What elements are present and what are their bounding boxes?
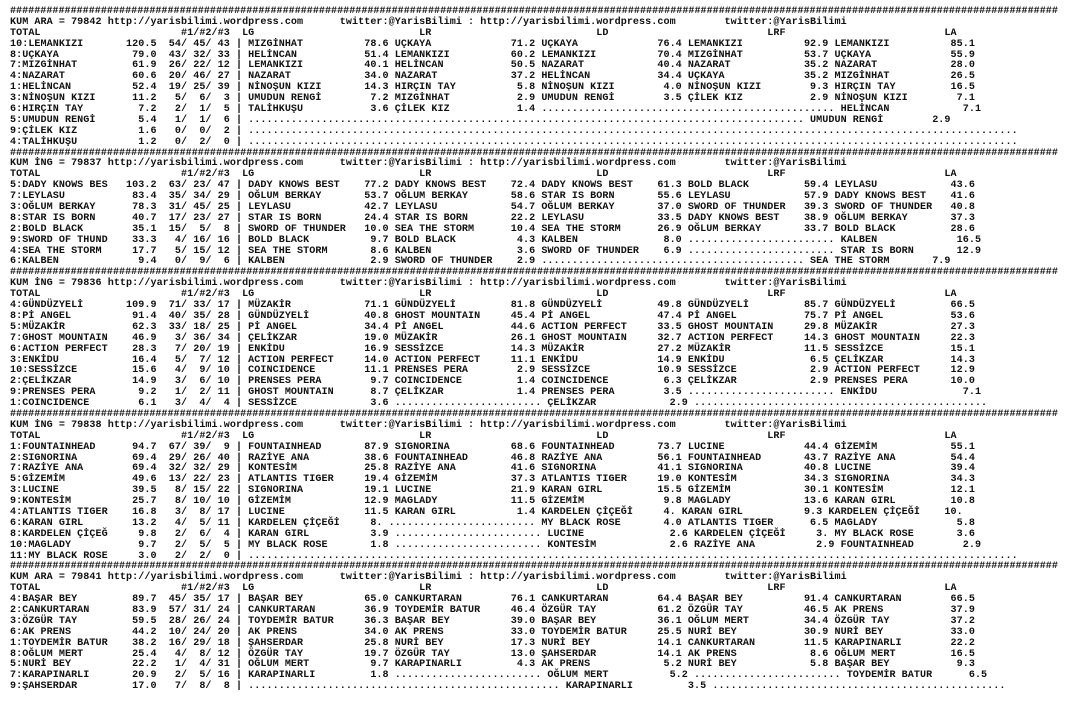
separator-line: #############################################################################################################################################################################	[10, 147, 1058, 159]
table-row: 4:ATLANTIS TIGER 16.8 3/ 8/ 17 | LUCINE 11.5 KARAN GIRL 1.4 KARDELEN ÇİÇEĞİ 4. KARAN GIRL 9.3 KARDELEN ÇİÇEĞİ 10.	[10, 506, 963, 518]
table-row: 3:ENKİDU 16.4 5/ 7/ 12 | ACTION PERFECT 14.0 ACTION PERFECT 11.1 ENKİDU 14.9 ENKİDU 6.5 ÇELİKZAR 14.3	[10, 354, 975, 366]
table-row: 1:FOUNTAINHEAD 94.7 67/ 39/ 9 | FOUNTAINHEAD 87.9 SIGNORINA 68.6 FOUNTAINHEAD 73.7 LUCINE 44.4 GİZEMİM 55.1	[10, 441, 975, 453]
table-row: 5:DADY KNOWS BES 103.2 63/ 23/ 47 | DADY KNOWS BEST 77.2 DADY KNOWS BEST 72.4 DADY KNOWS BEST 61.3 BOLD BLACK 59.4 LEYLASU 43.6	[10, 180, 975, 192]
table-row: 10:SESSİZCE 15.6 4/ 9/ 10 | COINCIDENCE 11.1 PRENSES PERA 2.9 SESSİZCE 10.9 SESSİZCE 2.9 ACTION PERFECT 12.9	[10, 365, 975, 377]
table-row: 8:UÇKAYA 79.0 43/ 32/ 33 | HELİNCAN 51.4 LEMANKIZI 60.2 LEMANKIZI 70.4 MIZGİNHAT 53.7 UÇKAYA 55.9	[10, 49, 975, 61]
table-row: 9:ÇİLEK KIZ 1.6 0/ 0/ 2 | ..............................................................................................................................	[10, 125, 1018, 137]
table-row: 11:MY BLACK ROSE 3.0 2/ 2/ 0 | ..............................................................................................................................	[10, 550, 1018, 562]
table-row: 4:NAZARAT 60.6 20/ 46/ 27 | NAZARAT 34.0 NAZARAT 37.2 HELİNCAN 34.4 UÇKAYA 35.2 MIZGİNHAT 26.5	[10, 71, 975, 83]
table-row: 9:ŞAHSERDAR 17.0 7/ 8/ 8 | ................................................... KARAPINARLI 3.5 ................................................	[10, 681, 1006, 693]
table-row: 1:HELİNCAN 52.4 19/ 25/ 39 | NİNOŞUN KIZI 14.3 HIRÇIN TAY 5.8 NİNOŞUN KIZI 4.0 NİNOŞUN KIZI 9.3 HIRÇIN TAY 16.5	[10, 82, 975, 94]
column-header: TOTAL #1/#2/#3 LG LR LD LRF LA	[10, 289, 957, 301]
table-row: 9:SWORD OF THUND 33.3 4/ 16/ 16 | BOLD BLACK 9.7 BOLD BLACK 4.3 KALBEN 8.0 ........................ KALBEN 16.5	[10, 234, 982, 246]
table-row: 6:AK PRENS 44.2 10/ 24/ 20 | AK PRENS 34.0 AK PRENS 33.0 TOYDEMİR BATUR 25.5 NURİ BEY 30.9 NURİ BEY 33.0	[10, 626, 975, 638]
separator-line: #############################################################################################################################################################################	[10, 408, 1058, 420]
separator-line: #############################################################################################################################################################################	[10, 6, 1058, 17]
table-row: 1:COINCIDENCE 6.1 3/ 4/ 4 | SESSİZCE 3.6 ........................ ÇELİKZAR 2.9 ................................................	[10, 398, 988, 410]
column-header: TOTAL #1/#2/#3 LG LR LD LRF LA	[10, 169, 957, 181]
table-row: 5:GİZEMİM 49.6 13/ 22/ 23 | ATLANTIS TIGER 19.4 GİZEMİM 37.3 ATLANTIS TIGER 19.0 KONTESİM 34.3 SIGNORINA 34.3	[10, 474, 975, 486]
table-row: 7:GHOST MOUNTAIN 46.9 3/ 36/ 34 | ÇELİKZAR 19.0 MÜZAKİR 26.1 GHOST MOUNTAIN 32.7 ACTION PERFECT 14.3 GHOST MOUNTAIN 22.3	[10, 332, 975, 344]
table-row: 8:OĞLUM MERT 25.4 4/ 8/ 12 | ÖZGÜR TAY 19.7 ÖZGÜR TAY 13.0 ŞAHSERDAR 14.1 AK PRENS 8.6 OĞLUM MERT 16.5	[10, 648, 975, 660]
race-header: KUM ARA = 79841 http://yarisbilimi.wordpress.com twitter:@YarisBilimi : http://yarisbilimi.wordpress.com twitter:@YarisBilimi	[10, 572, 847, 584]
race-header: KUM ARA = 79842 http://yarisbilimi.wordpress.com twitter:@YarisBilimi : http://yarisbilimi.wordpress.com twitter:@YarisBilimi	[10, 16, 847, 28]
table-row: 6:ACTION PERFECT 28.3 7/ 20/ 19 | ENKİDU 16.9 SESSİZCE 14.3 MÜZAKİR 27.2 MÜZAKİR 11.5 SESSİZCE 15.1	[10, 343, 975, 355]
table-row: 8:Pİ ANGEL 91.4 40/ 35/ 28 | GÜNDÜZYELİ 40.8 GHOST MOUNTAIN 45.4 Pİ ANGEL 47.4 Pİ ANGEL 75.7 Pİ ANGEL 53.6	[10, 310, 975, 322]
table-row: 4:BAŞAR BEY 89.7 45/ 35/ 17 | BAŞAR BEY 65.0 CANKURTARAN 76.1 CANKURTARAN 64.4 BAŞAR BEY 91.4 CANKURTARAN 66.5	[10, 594, 975, 606]
table-row: 2:ÇELİKZAR 14.9 3/ 6/ 10 | PRENSES PERA 9.7 COINCIDENCE 1.4 COINCIDENCE 6.3 ÇELİKZAR 2.9 PRENSES PERA 10.0	[10, 376, 975, 388]
table-row: 8:KARDELEN ÇİÇEĞ 9.8 2/ 6/ 4 | KARAN GIRL 3.9 ........................ LUCINE 2.6 KARDELEN ÇİÇEĞİ 3. MY BLACK ROSE 3.6	[10, 528, 975, 540]
table-row: 4:TALİHKUŞU 1.2 0/ 2/ 0 | ..............................................................................................................................	[10, 136, 1018, 148]
table-row: 4:GÜNDÜZYELİ 109.9 71/ 33/ 17 | MÜZAKİR 71.1 GÜNDÜZYELİ 81.8 GÜNDÜZYELİ 49.8 GÜNDÜZYELİ 85.7 GÜNDÜZYELİ 66.5	[10, 300, 975, 312]
table-row: 5:MÜZAKİR 62.3 33/ 18/ 25 | Pİ ANGEL 34.4 Pİ ANGEL 44.6 ACTION PERFECT 33.5 GHOST MOUNTAIN 29.8 MÜZAKİR 27.3	[10, 321, 975, 333]
table-row: 3:LUCINE 39.5 8/ 15/ 22 | SIGNORINA 19.1 LUCINE 21.9 KARAN GIRL 15.5 GİZEMİM 30.1 KONTESİM 12.1	[10, 485, 975, 497]
column-header: TOTAL #1/#2/#3 LG LR LD LRF LA	[10, 583, 957, 595]
table-row: 10:LEMANKIZI 120.5 54/ 45/ 43 | MIZGİNHAT 78.6 UÇKAYA 71.2 UÇKAYA 76.4 LEMANKIZI 92.9 LEMANKIZI 85.1	[10, 38, 975, 50]
table-row: 7:MIZGİNHAT 61.9 26/ 22/ 12 | LEMANKIZI 40.1 HELİNCAN 50.5 NAZARAT 40.4 NAZARAT 35.2 NAZARAT 28.0	[10, 60, 975, 72]
table-row: 2:SIGNORINA 69.4 29/ 26/ 40 | RAZİYE ANA 38.6 FOUNTAINHEAD 46.8 RAZİYE ANA 56.1 FOUNTAINHEAD 43.7 RAZİYE ANA 54.4	[10, 452, 975, 464]
table-row: 3:ÖZGÜR TAY 59.5 28/ 26/ 24 | TOYDEMİR BATUR 36.3 BAŞAR BEY 39.0 BAŞAR BEY 36.1 OĞLUM MERT 34.4 ÖZGÜR TAY 37.2	[10, 615, 975, 627]
race-header: KUM İNG = 79838 http://yarisbilimi.wordpress.com twitter:@YarisBilimi : http://yarisbilimi.wordpress.com twitter:@YarisBilimi	[10, 419, 847, 431]
table-row: 6:KARAN GIRL 13.2 4/ 5/ 11 | KARDELEN ÇİÇEĞİ 8. ........................ MY BLACK ROSE 4.0 ATLANTIS TIGER 6.5 MAGLADY 5.8	[10, 517, 975, 529]
table-row: 7:LEYLASU 83.4 35/ 34/ 29 | OĞLUM BERKAY 53.7 OĞLUM BERKAY 58.6 STAR IS BORN 55.6 LEYLASU 57.9 DADY KNOWS BEST 41.6	[10, 191, 975, 203]
table-row: 4:SEA THE STORM 17.7 5/ 15/ 12 | SEA THE STORM 8.6 KALBEN 3.6 SWORD OF THUNDER 6.9 ........................ STAR IS BORN 12.9	[10, 245, 982, 257]
table-row: 3:NİNOŞUN KIZI 11.2 5/ 6/ 3 | UMUDUN RENGİ 7.2 MIZGİNHAT 2.9 UMUDUN RENGİ 3.5 ÇİLEK KIZ 2.9 NİNOŞUN KIZI 7.1	[10, 93, 975, 105]
race-header: KUM İNG = 79836 http://yarisbilimi.wordpress.com twitter:@YarisBilimi : http://yarisbilimi.wordpress.com twitter:@YarisBilimi	[10, 278, 847, 290]
table-row: 6:HIRÇIN TAY 7.2 2/ 1/ 5 | TALİHKUŞU 3.6 ÇİLEK KIZ 1.4 ................................................ HELİNCAN 7.1	[10, 104, 982, 116]
table-row: 2:BOLD BLACK 35.1 15/ 5/ 8 | SWORD OF THUNDER 10.0 SEA THE STORM 10.4 SEA THE STORM 26.9 OĞLUM BERKAY 33.7 BOLD BLACK 28.6	[10, 223, 975, 235]
table-row: 9:KONTESİM 25.7 8/ 10/ 10 | GİZEMİM 12.9 MAGLADY 11.5 GİZEMİM 9.8 MAGLADY 13.6 KARAN GIRL 10.8	[10, 496, 975, 508]
table-row: 9:PRENSES PERA 9.2 1/ 2/ 11 | GHOST MOUNTAIN 8.7 ÇELİKZAR 1.4 PRENSES PERA 3.5 ........................ ENKİDU 7.1	[10, 387, 982, 399]
column-header: TOTAL #1/#2/#3 LG LR LD LRF LA	[10, 430, 957, 442]
separator-line: #############################################################################################################################################################################	[10, 561, 1058, 573]
table-row: 5:UMUDUN RENGİ 5.4 1/ 1/ 6 | ........................................................................................... UMUDUN RENGİ 2.9	[10, 114, 951, 126]
table-row: 1:TOYDEMİR BATUR 38.2 16/ 29/ 18 | ŞAHSERDAR 25.8 NURİ BEY 17.3 NURİ BEY 14.1 CANKURTARAN 11.5 KARAPINARLI 22.2	[10, 637, 975, 649]
table-row: 7:KARAPINARLI 20.9 2/ 5/ 16 | KARAPINARLI 1.8 ........................ OĞLUM MERT 5.2 ........................ TOYDEMİR BATUR 6.5	[10, 670, 988, 682]
separator-line: #############################################################################################################################################################################	[10, 267, 1058, 279]
table-row: 8:STAR IS BORN 40.7 17/ 23/ 27 | STAR IS BORN 24.4 STAR IS BORN 22.2 LEYLASU 33.5 DADY KNOWS BEST 38.9 OĞLUM BERKAY 37.3	[10, 212, 975, 224]
table-row: 10:MAGLADY 9.7 2/ 5/ 5 | MY BLACK ROSE 1.8 ........................ KONTESİM 2.6 RAZİYE ANA 2.9 FOUNTAINHEAD 2.9	[10, 539, 982, 551]
table-row: 7:RAZİYE ANA 69.4 32/ 32/ 29 | KONTESİM 25.8 RAZİYE ANA 41.6 SIGNORINA 41.1 SIGNORINA 40.8 LUCINE 39.4	[10, 463, 975, 475]
table-row: 3:OĞLUM BERKAY 78.3 31/ 45/ 25 | LEYLASU 42.7 LEYLASU 54.7 OĞLUM BERKAY 37.0 SWORD OF THUNDER 39.3 SWORD OF THUNDER 40.8	[10, 202, 975, 214]
column-header: TOTAL #1/#2/#3 LG LR LD LRF LA	[10, 27, 957, 39]
race-header: KUM İNG = 79837 http://yarisbilimi.wordpress.com twitter:@YarisBilimi : http://yarisbilimi.wordpress.com twitter:@YarisBilimi	[10, 158, 847, 170]
table-row: 2:CANKURTARAN 83.9 57/ 31/ 24 | CANKURTARAN 36.9 TOYDEMİR BATUR 46.4 ÖZGÜR TAY 61.2 ÖZGÜR TAY 46.5 AK PRENS 37.9	[10, 604, 975, 616]
table-row: 6:KALBEN 9.4 0/ 9/ 6 | KALBEN 2.9 SWORD OF THUNDER 2.9 ........................................... SEA THE STORM 7.9	[10, 256, 951, 268]
table-row: 5:NURİ BEY 22.2 1/ 4/ 31 | OĞLUM MERT 9.7 KARAPINARLI 4.3 AK PRENS 5.2 NURİ BEY 5.8 BAŞAR BEY 9.3	[10, 659, 975, 671]
